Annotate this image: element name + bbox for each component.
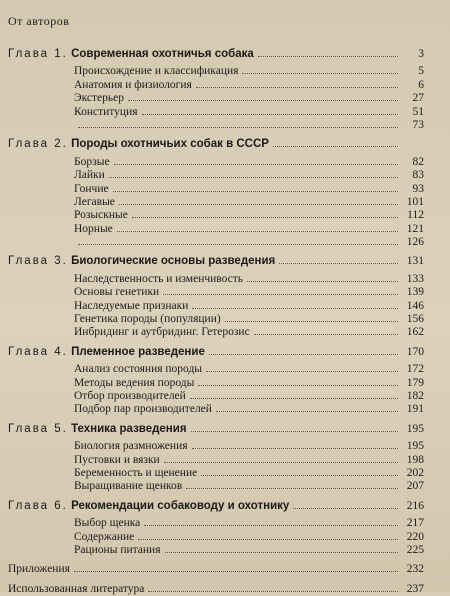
page-number: 220 xyxy=(406,530,424,543)
dot-leader xyxy=(165,552,399,553)
toc-entry-label xyxy=(8,106,142,119)
dot-leader xyxy=(192,448,398,449)
toc-entry xyxy=(8,119,424,132)
dot-leader xyxy=(142,114,398,115)
dot-leader xyxy=(119,204,398,205)
page-number: 93 xyxy=(412,182,424,195)
page-number: 162 xyxy=(406,326,424,339)
toc-entry xyxy=(8,236,424,249)
entry-title: Биология размножения xyxy=(74,440,188,453)
toc-entry xyxy=(8,313,424,326)
entry-title: Выращивание щенков xyxy=(74,480,183,493)
dot-leader xyxy=(209,354,398,355)
dot-leader xyxy=(273,146,398,147)
toc-entry xyxy=(8,156,424,169)
entry-title: Анатомия и физиология xyxy=(74,78,192,91)
toc-entry-label xyxy=(8,273,247,286)
chapter-number: Глава 6. xyxy=(8,499,68,512)
entry-title: Легавые xyxy=(74,195,115,208)
toc-entry xyxy=(8,286,424,299)
page-number: 195 xyxy=(406,440,424,453)
chapter-number: Глава 5. xyxy=(8,422,68,435)
entry-title: Лайки xyxy=(74,169,105,182)
page-number: 27 xyxy=(412,92,424,105)
toc-entry-label xyxy=(8,196,119,209)
toc-entry xyxy=(8,390,424,403)
page-number: 237 xyxy=(406,582,424,595)
toc-entry xyxy=(8,467,424,480)
toc-entry xyxy=(8,454,424,467)
entry-title: Использованная литература xyxy=(8,582,145,595)
toc-entry-label xyxy=(8,403,216,416)
toc-entry xyxy=(8,583,424,596)
chapter-heading xyxy=(8,48,424,61)
page-number: 139 xyxy=(406,286,424,299)
entry-title: Розыскные xyxy=(74,209,128,222)
chapter-title: Породы охотничьих собак в СССР xyxy=(71,138,269,151)
dot-leader xyxy=(163,294,398,295)
toc-entry-label xyxy=(8,156,114,169)
dot-leader xyxy=(258,56,398,57)
dot-leader xyxy=(164,462,398,463)
entry-title: Основы генетики xyxy=(74,286,160,299)
toc-entry-label xyxy=(8,467,201,480)
page-number: 207 xyxy=(406,480,424,493)
page-number: 170 xyxy=(406,345,424,358)
toc-entry xyxy=(8,196,424,209)
dot-leader xyxy=(78,127,398,128)
chapter-number: Глава 3. xyxy=(8,255,68,268)
page-number: 131 xyxy=(406,255,424,268)
dot-leader xyxy=(254,334,398,335)
chapter-heading-label xyxy=(8,423,191,436)
page-number: 146 xyxy=(406,299,424,312)
page-number: 83 xyxy=(412,169,424,182)
toc-entry xyxy=(8,106,424,119)
page-number: 133 xyxy=(406,272,424,285)
toc-entry xyxy=(8,92,424,105)
dot-leader xyxy=(192,308,398,309)
toc-entry xyxy=(8,169,424,182)
page-number: 3 xyxy=(418,48,424,60)
chapter-heading xyxy=(8,346,424,359)
chapter-title: Рекомендации собаководу и охотнику xyxy=(71,499,290,512)
dot-leader xyxy=(191,431,398,432)
entry-title: Происхождение и классификация xyxy=(74,65,239,78)
toc-entry-label xyxy=(8,531,138,544)
toc-entry xyxy=(8,183,424,196)
entry-title: Норные xyxy=(74,222,113,235)
toc-entry-label xyxy=(8,300,192,313)
page-number: 156 xyxy=(406,313,424,326)
dot-leader xyxy=(196,87,398,88)
chapter-heading-label xyxy=(8,138,273,151)
chapter-title: Техника разведения xyxy=(71,422,187,435)
entry-title: Экстерьер xyxy=(74,92,124,105)
page-number: 6 xyxy=(418,78,424,91)
chapter-heading xyxy=(8,255,424,268)
toc-entry-label xyxy=(8,517,144,530)
toc-entry-label xyxy=(8,440,192,453)
toc-entry-label xyxy=(8,183,113,196)
page-number: 202 xyxy=(406,466,424,479)
entry-title: Инбридинг и аутбридинг. Гетерозис xyxy=(74,326,250,339)
intro-heading: От авторов xyxy=(8,14,70,28)
toc-entry-label xyxy=(8,480,186,493)
dot-leader xyxy=(138,539,398,540)
toc-entry-label xyxy=(8,326,254,339)
dot-leader xyxy=(78,244,398,245)
toc-entry xyxy=(8,363,424,376)
toc-entry-label xyxy=(8,390,190,403)
entry-title: Беременность и щенение xyxy=(74,466,198,479)
toc-entry-label xyxy=(8,377,198,390)
toc-entry-label xyxy=(8,313,225,326)
toc-entry-label xyxy=(8,583,148,596)
dot-leader xyxy=(279,263,398,264)
toc-entry xyxy=(8,300,424,313)
table-of-contents xyxy=(8,42,424,596)
page-number: 121 xyxy=(406,222,424,235)
dot-leader xyxy=(186,488,398,489)
dot-leader xyxy=(242,73,398,74)
toc-entry xyxy=(8,377,424,390)
toc-entry-label xyxy=(8,65,242,78)
dot-leader xyxy=(74,571,398,572)
toc-entry-label xyxy=(8,454,164,467)
toc-entry xyxy=(8,563,424,576)
chapter-heading xyxy=(8,423,424,436)
page-number: 73 xyxy=(412,118,424,131)
chapter-title: Племенное разведение xyxy=(71,345,205,358)
chapter-number: Глава 2. xyxy=(8,138,68,151)
page-number: 126 xyxy=(406,236,424,249)
entry-title: Содержание xyxy=(74,530,135,543)
toc-entry xyxy=(8,531,424,544)
page-number: 182 xyxy=(406,389,424,402)
dot-leader xyxy=(113,191,398,192)
dot-leader xyxy=(216,411,398,412)
page-number: 51 xyxy=(412,105,424,118)
chapter-heading-label xyxy=(8,346,209,359)
toc-entry xyxy=(8,326,424,339)
toc-entry-label xyxy=(8,169,109,182)
chapter-number: Глава 1. xyxy=(8,48,68,60)
toc-entry-label xyxy=(8,563,74,576)
page-number: 172 xyxy=(406,363,424,376)
dot-leader xyxy=(132,217,398,218)
entry-title: Отбор производителей xyxy=(74,389,186,402)
dot-leader xyxy=(225,321,398,322)
toc-entry xyxy=(8,480,424,493)
dot-leader xyxy=(206,371,398,372)
page-number: 5 xyxy=(418,65,424,78)
page-number: 225 xyxy=(406,543,424,556)
chapter-number: Глава 4. xyxy=(8,345,68,358)
page-number: 191 xyxy=(406,403,424,416)
toc-entry-label xyxy=(8,544,165,557)
toc-entry-label xyxy=(8,363,206,376)
page-number: 217 xyxy=(406,517,424,530)
dot-leader xyxy=(109,177,398,178)
toc-entry-label xyxy=(8,79,196,92)
page-number: 195 xyxy=(406,422,424,435)
entry-title: Наследуемые признаки xyxy=(74,299,189,312)
entry-title: Выбор щенка xyxy=(74,517,141,530)
entry-title: Методы ведения породы xyxy=(74,376,195,389)
page-number: 216 xyxy=(406,499,424,512)
toc-entry-label xyxy=(8,223,117,236)
entry-title: Пустовки и вязки xyxy=(74,453,160,466)
toc-entry xyxy=(8,65,424,78)
entry-title: Борзые xyxy=(74,155,110,168)
toc-entry xyxy=(8,544,424,557)
dot-leader xyxy=(247,281,398,282)
entry-title: Рационы питания xyxy=(74,543,161,556)
dot-leader xyxy=(128,100,398,101)
entry-title: Наследственность и изменчивость xyxy=(74,272,244,285)
dot-leader xyxy=(198,385,398,386)
chapter-heading-label xyxy=(8,500,293,513)
page-number: 232 xyxy=(406,563,424,576)
toc-entry xyxy=(8,440,424,453)
dot-leader xyxy=(117,231,398,232)
chapter-heading-label xyxy=(8,255,279,268)
chapter-heading xyxy=(8,500,424,513)
chapter-heading-label xyxy=(8,48,258,61)
chapter-title: Современная охотничья собака xyxy=(71,48,254,60)
chapter-title: Биологические основы разведения xyxy=(71,255,276,268)
chapter-heading xyxy=(8,138,424,151)
dot-leader xyxy=(201,475,398,476)
toc-entry xyxy=(8,273,424,286)
page-number: 82 xyxy=(412,155,424,168)
toc-entry xyxy=(8,517,424,530)
page-number: 179 xyxy=(406,376,424,389)
page-number: 112 xyxy=(407,209,424,222)
toc-entry xyxy=(8,403,424,416)
dot-leader xyxy=(293,508,398,509)
entry-title: Приложения xyxy=(8,563,70,576)
entry-title: Гончие xyxy=(74,182,109,195)
dot-leader xyxy=(190,398,398,399)
page-number: 101 xyxy=(406,195,424,208)
toc-entry xyxy=(8,223,424,236)
toc-entry xyxy=(8,209,424,222)
entry-title: Анализ состояния породы xyxy=(74,363,203,376)
entry-title: Подбор пар производителей xyxy=(74,403,212,416)
toc-entry-label xyxy=(8,92,128,105)
dot-leader xyxy=(114,164,398,165)
entry-title: Генетика породы (популяции) xyxy=(74,313,221,326)
page-number: 198 xyxy=(406,453,424,466)
toc-entry-label xyxy=(8,209,132,222)
toc-entry xyxy=(8,79,424,92)
entry-title: Конституция xyxy=(74,105,138,118)
dot-leader xyxy=(144,525,398,526)
toc-entry-label xyxy=(8,286,163,299)
